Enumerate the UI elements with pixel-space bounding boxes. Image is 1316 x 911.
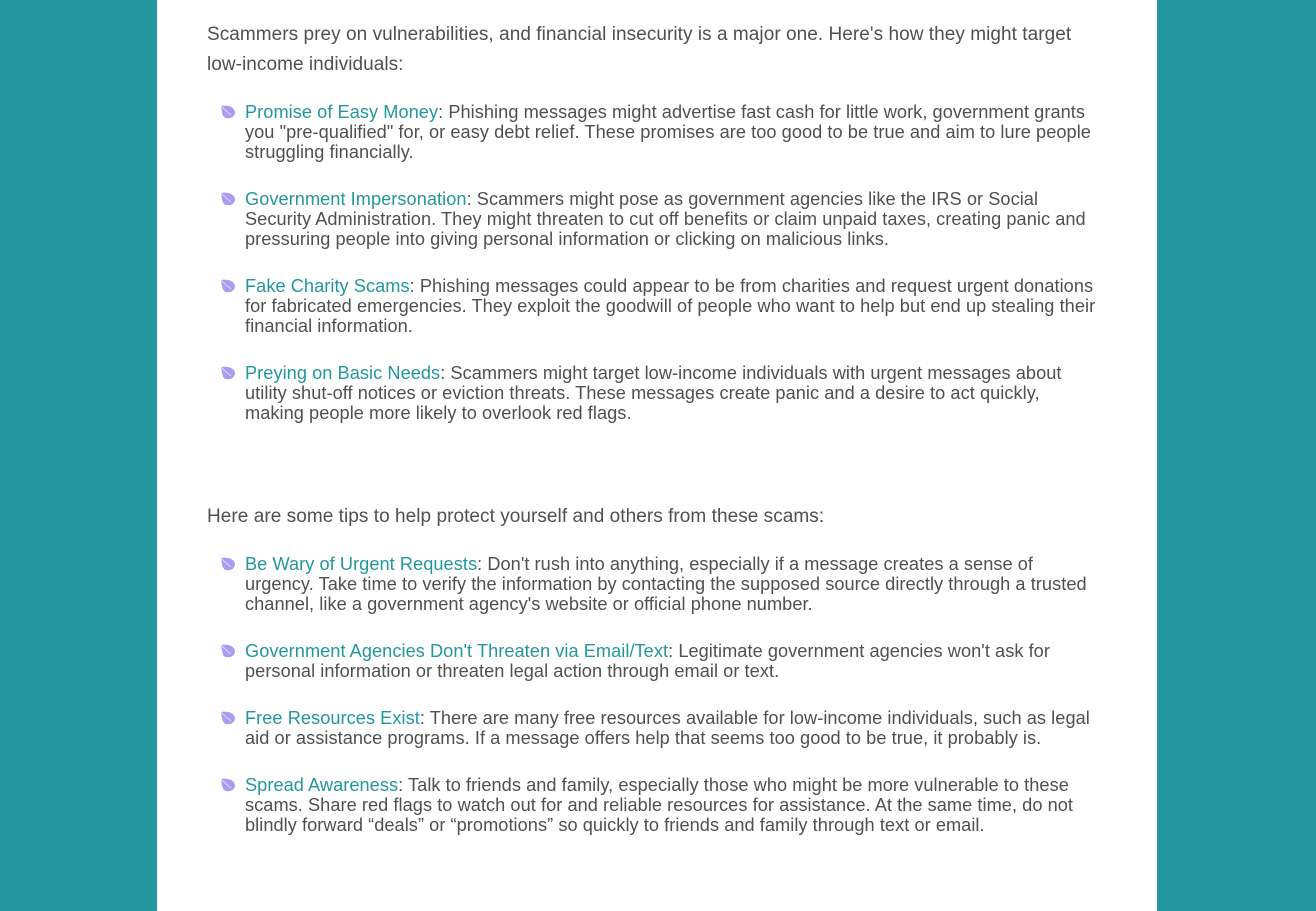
- tactic-term: Preying on Basic Needs: [245, 363, 441, 383]
- tip-term: Spread Awareness: [245, 775, 399, 795]
- list-item: [207, 189, 1097, 249]
- leaf-bullet-icon: [219, 709, 237, 727]
- list-item: [207, 276, 1097, 336]
- tip-text: : Legitimate government agencies won't ask for personal information or threaten legal action through email or text.: [245, 641, 1050, 681]
- article-content: [207, 20, 1097, 835]
- tactic-text: : Scammers might target low-income individuals with urgent messages about utility shut-off notices or eviction threats. These messages create panic and a desire to act quickly, making people more likely to overlook red flags.: [245, 363, 1062, 423]
- list-item: [207, 708, 1097, 748]
- tip-text: : Talk to friends and family, especially those who might be more vulnerable to these scams. Share red flags to watch out for and reliable resources for assistance. At the same time, do not blindly forward “deals” or “promotions” so quickly to friends and family through text or email.: [245, 775, 1074, 835]
- intro-paragraph: Scammers prey on vulnerabilities, and financial insecurity is a major one. Here's how they might target low-income individuals:: [207, 24, 1072, 75]
- leaf-bullet-icon: [219, 190, 237, 208]
- article-page: [157, 0, 1157, 911]
- list-item: [207, 102, 1097, 162]
- tips-list: [207, 554, 1097, 835]
- list-item: [207, 554, 1097, 614]
- tactic-text: : Phishing messages might advertise fast cash for little work, government grants you "pre-qualified" for, or easy debt relief. These promises are too good to be true and aim to lure people struggling financially.: [245, 102, 1091, 162]
- list-item: [207, 641, 1097, 681]
- tip-text: : Don't rush into anything, especially if a message creates a sense of urgency. Take time to verify the information by contacting the supposed source directly through a trusted channel, like a government agency's website or official phone number.: [245, 554, 1087, 614]
- leaf-bullet-icon: [219, 103, 237, 121]
- tactic-text: : Phishing messages could appear to be from charities and request urgent donations for fabricated emergencies. They exploit the goodwill of people who want to help but end up stealing their financial information.: [245, 276, 1096, 336]
- tactic-text: : Scammers might pose as government agencies like the IRS or Social Security Administration. They might threaten to cut off benefits or claim unpaid taxes, creating panic and pressuring people into giving personal information or clicking on malicious links.: [245, 189, 1086, 249]
- tactic-term: Fake Charity Scams: [245, 276, 410, 296]
- leaf-bullet-icon: [219, 555, 237, 573]
- leaf-bullet-icon: [219, 642, 237, 660]
- list-item: [207, 363, 1097, 423]
- tip-term: Free Resources Exist: [245, 708, 420, 728]
- tip-term: Government Agencies Don't Threaten via Email/Text: [245, 641, 669, 661]
- tip-text: : There are many free resources available for low-income individuals, such as legal aid or assistance programs. If a message offers help that seems too good to be true, it probably is.: [245, 708, 1090, 748]
- tactic-term: Promise of Easy Money: [245, 102, 439, 122]
- tactic-term: Government Impersonation: [245, 189, 467, 209]
- tips-intro-paragraph: Here are some tips to help protect yourself and others from these scams:: [207, 506, 825, 527]
- leaf-bullet-icon: [219, 776, 237, 794]
- leaf-bullet-icon: [219, 277, 237, 295]
- tip-term: Be Wary of Urgent Requests: [245, 554, 478, 574]
- list-item: [207, 775, 1097, 835]
- leaf-bullet-icon: [219, 364, 237, 382]
- tactics-list: [207, 102, 1097, 423]
